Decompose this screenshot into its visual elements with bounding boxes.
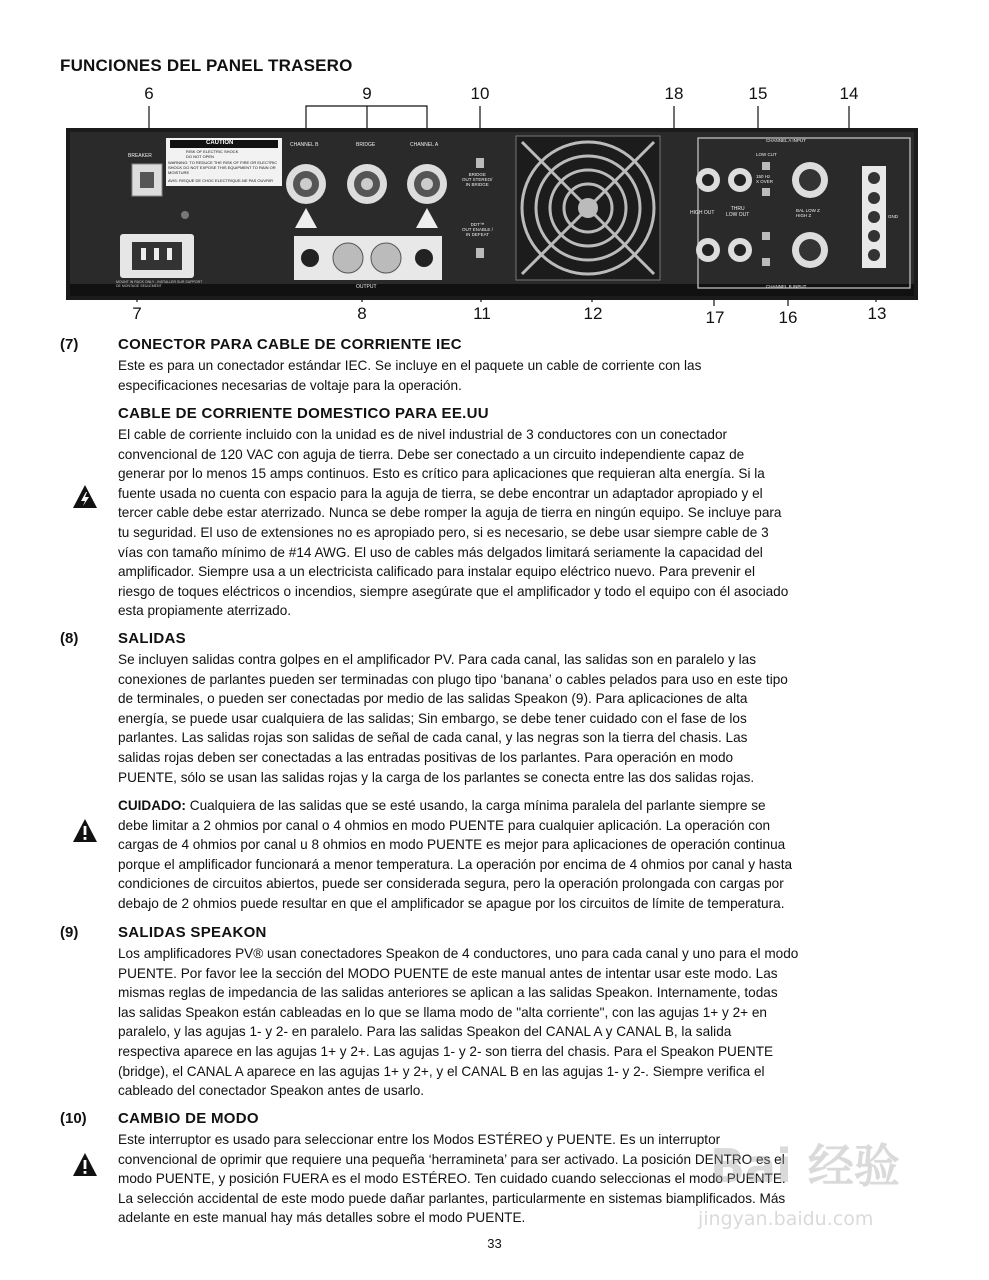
panel-label-channel-a: CHANNEL A <box>410 142 439 148</box>
text-line: Este es para un conectador estándar IEC. Se incluye en el paquete un cable de corriente con las <box>118 358 702 373</box>
callout-18: 18 <box>664 84 684 103</box>
panel-label-channel-b-input: CHANNEL B INPUT <box>766 284 807 289</box>
text-line: riesgo de toques eléctricos o incendios, siempre asegúrate que el amplificador y todo el equipo con él asociado <box>118 583 789 599</box>
panel-label-output: OUTPUT <box>356 284 377 290</box>
caution-lead: CUIDADO: <box>118 798 186 813</box>
section-heading: CABLE DE CORRIENTE DOMESTICO PARA EE.UU <box>118 405 489 422</box>
text-line: amplificador. Siempre usa a un electricista calificado para instalar equipo eléctrico nuevo. Para prevenir el <box>118 564 755 580</box>
text-line <box>118 796 930 816</box>
text-line: esta propiamente aterrizado. <box>118 603 292 619</box>
panel-warning-text: WARNING: TO REDUCE THE RISK OF FIRE OR ELECTRIC SHOCK DO NOT EXPOSE THIS EQUIPMENT TO RAIN OR MOISTURE <box>168 160 278 175</box>
callout-13: 13 <box>867 304 887 323</box>
text-line: PUENTE, sólo se usan las salidas rojas y la carga de los parlantes se conecta entre las dos salidas rojas. <box>118 769 755 785</box>
text-line: convencional de oprimir que requiere una pequeña ‘herramineta’ para ser activado. La posición DENTRO es el <box>118 1151 785 1167</box>
text-line: energía, se puede usar cualquiera de las salidas; Sin embargo, se debe tener cuidado con el fase de los <box>118 710 747 726</box>
text-line: debe limitar a 2 ohmios por canal o 4 ohmios en modo PUENTE para cualquier aplicación. La operación con <box>118 817 771 833</box>
panel-label-ddt-switch: DDT™ OUT ENABLE / IN DEFEAT <box>462 222 493 237</box>
text-line: cargas de 4 ohmios por canal u 8 ohmios en modo PUENTE es mejor para aplicaciones de operación continua <box>118 837 786 853</box>
callout-16: 16 <box>778 308 798 327</box>
caution-first-line: Cualquiera de las salidas que se esté usando, la carga mínima paralela del parlante siempre se <box>185 798 766 813</box>
section-body <box>118 650 930 787</box>
section-heading: CAMBIO DE MODO <box>118 1110 259 1127</box>
callout-8: 8 <box>357 304 367 323</box>
callout-11: 11 <box>473 304 491 323</box>
text-line: especificaciones necesarias de voltaje para la operación. <box>118 377 462 393</box>
electric-shock-warning-icon <box>72 484 98 510</box>
text-line: porque el amplificador funcionará a menor temperatura. La operación por encima de 4 ohmios por canal y hasta <box>118 856 793 872</box>
caution-warning-icon <box>72 818 98 844</box>
text-line: tercer cable debe estar aterrizado. Nunca se debe romper la aguja de tierra en ningún equipo. Se incluye para <box>118 505 782 521</box>
section-heading: SALIDAS <box>118 630 186 647</box>
rear-panel-illustration <box>66 128 918 300</box>
callout-12: 12 <box>583 304 603 323</box>
panel-label-thru-low-out: THRU LOW OUT <box>726 206 750 218</box>
panel-label-gnd: GND <box>888 214 898 219</box>
panel-caution-sub: RISK OF ELECTRIC SHOCK DO NOT OPEN <box>186 149 239 159</box>
text-line: paralelo, y las agujas 1- y 2- en paralelo. Para las salidas Speakon del CANAL A y CANAL B, la salida <box>118 1024 732 1040</box>
panel-label-bal-low: BAL LOW Z HIGH Z <box>796 208 820 218</box>
section-body <box>118 356 930 395</box>
text-line: Se incluyen salidas contra golpes en el amplificador PV. Para cada canal, las salidas son en paralelo y las <box>118 652 757 667</box>
text-line: PUENTE. Por favor lee la sección del MODO PUENTE de este manual antes de intentar usar este modo. Las <box>118 965 778 981</box>
text-line: conexiones de parlantes pueden ser terminadas con plugo tipo ‘banana’ o cables pelados para uso en este tipo <box>118 671 788 687</box>
panel-label-hz-xover: 150 Hz X OVER <box>756 174 774 184</box>
caution-warning-icon <box>72 1152 98 1178</box>
text-line: El cable de corriente incluido con la unidad es de nivel industrial de 3 conductores con un conectador <box>118 427 728 442</box>
text-line: (bridge), el CANAL A aparece en las agujas 1+ y 2+, y el CANAL B en las agujas 1- y 2-. Siempre verifica el <box>118 1063 765 1079</box>
text-line: respectiva aparece en las agujas 1+ y 2+. Las agujas 1- y 2- son tierra del chasis. Para el Speakon PUENTE <box>118 1043 774 1059</box>
panel-label-channel-b: CHANNEL B <box>290 142 319 148</box>
panel-label-channel-a-input: CHANNEL A INPUT <box>766 138 806 143</box>
text-line: debajo de 2 ohmios puede resultar en que el amplificador se apague por los circuitos de límite de temperatura. <box>118 895 785 911</box>
text-line: Este interruptor es usado para seleccionar entre los Modos ESTÉREO y PUENTE. Es un interruptor <box>118 1132 721 1147</box>
text-line: generar por lo menos 15 amps continuos. Esto es crítico para aplicaciones que requieran alta energía. Si la <box>118 466 765 482</box>
page-number: 33 <box>487 1236 502 1251</box>
text-line: tu seguridad. El uso de extensiones no es apropiado pero, si es necesario, se debe usar siempre cable de 3 <box>118 524 769 540</box>
callout-15: 15 <box>748 84 768 103</box>
text-line: convencional de 120 VAC con aguja de tierra. Debe ser conectado a un circuito independiente capaz de <box>118 446 745 462</box>
watermark-url: jingyan.baidu.com <box>698 1208 874 1230</box>
section-heading: SALIDAS SPEAKON <box>118 924 267 941</box>
callout-14: 14 <box>839 84 859 103</box>
section-number: (9) <box>60 924 79 941</box>
callout-6: 6 <box>144 84 154 103</box>
section-number: (7) <box>60 336 79 353</box>
text-line: mismas reglas de impedancia de las salidas anteriores se aplican a las salidas Speakon. Internamente, todas <box>118 985 778 1001</box>
text-line: salidas rojas deben ser conectadas a las entradas positivas de los parlantes. Para operación en modo <box>118 749 734 765</box>
text-line: cableado del conectador Speakon antes de usarlo. <box>118 1083 425 1099</box>
panel-label-bridge: BRIDGE <box>356 142 376 148</box>
panel-label-breaker: BREAKER <box>128 153 152 159</box>
panel-label-mount: MOUNT IN RACK ONLY - INSTALLER SUR SUPPORT DE MONTAGE SEULEMENT <box>116 280 203 288</box>
section-body <box>118 944 930 1101</box>
text-line: fuente usada no cuenta con espacio para la aguja de tierra, se debe encontrar un adaptador apropiado y el <box>118 485 763 501</box>
page-title: FUNCIONES DEL PANEL TRASERO <box>60 56 353 75</box>
text-line: Los amplificadores PV® usan conectadores Speakon de 4 conductores, uno para cada canal y uno para el modo <box>118 946 799 961</box>
text-line: parlantes. Las salidas rojas son salidas de señal de cada canal, y las negras son la tierra del chasis. Las <box>118 730 748 746</box>
section-number: (10) <box>60 1110 87 1127</box>
callout-10: 10 <box>470 84 490 103</box>
text-line: modo PUENTE, y posición FUERA es el modo ESTÉREO. Ten cuidado cuando seleccionas el modo PUENTE. <box>118 1171 786 1187</box>
section-body <box>118 425 930 621</box>
callout-17: 17 <box>705 308 725 327</box>
text-line: vías con tamaño mínimo de #14 AWG. El uso de cables más delgados limitará seriamente la capacidad del <box>118 544 763 560</box>
text-line: La selección accidental de este modo puede dañar parlantes, particularmente en sistemas biamplificados. Más <box>118 1190 786 1206</box>
callout-7: 7 <box>132 304 142 323</box>
text-line: las salidas Speakon están cableadas en lo que se llama modo de "alta corriente", con las agujas 1+ y 2+ en <box>118 1004 767 1020</box>
section-heading: CONECTOR PARA CABLE DE CORRIENTE IEC <box>118 336 462 353</box>
panel-caution-title: CAUTION <box>206 140 234 146</box>
panel-label-bridge-switch: BRIDGE OUT STEREO/ IN BRIDGE <box>462 172 493 187</box>
panel-avis-text: AVIS: RISQUE DE CHOC ELECTRIQUE-NE PAS OUVRIR <box>168 178 273 183</box>
baidu-watermark <box>690 1130 960 1250</box>
text-line: de terminales, o pueden ser conectadas por medio de las salidas Speakon (9). Para aplicaciones de alta <box>118 691 748 707</box>
panel-label-low-cut: LOW CUT <box>756 152 777 157</box>
section-body <box>118 796 930 914</box>
callout-9: 9 <box>362 84 372 103</box>
section-number: (8) <box>60 630 79 647</box>
watermark-logo: Bai 经验 <box>710 1139 900 1193</box>
panel-label-high-out: HIGH OUT <box>690 210 715 216</box>
text-line: condiciones de circuitos abiertos, puede ser considerada segura, pero la operación prolongada con cargas por <box>118 876 784 892</box>
text-line: adelante en este manual hay más detalles sobre el modo PUENTE. <box>118 1210 526 1226</box>
